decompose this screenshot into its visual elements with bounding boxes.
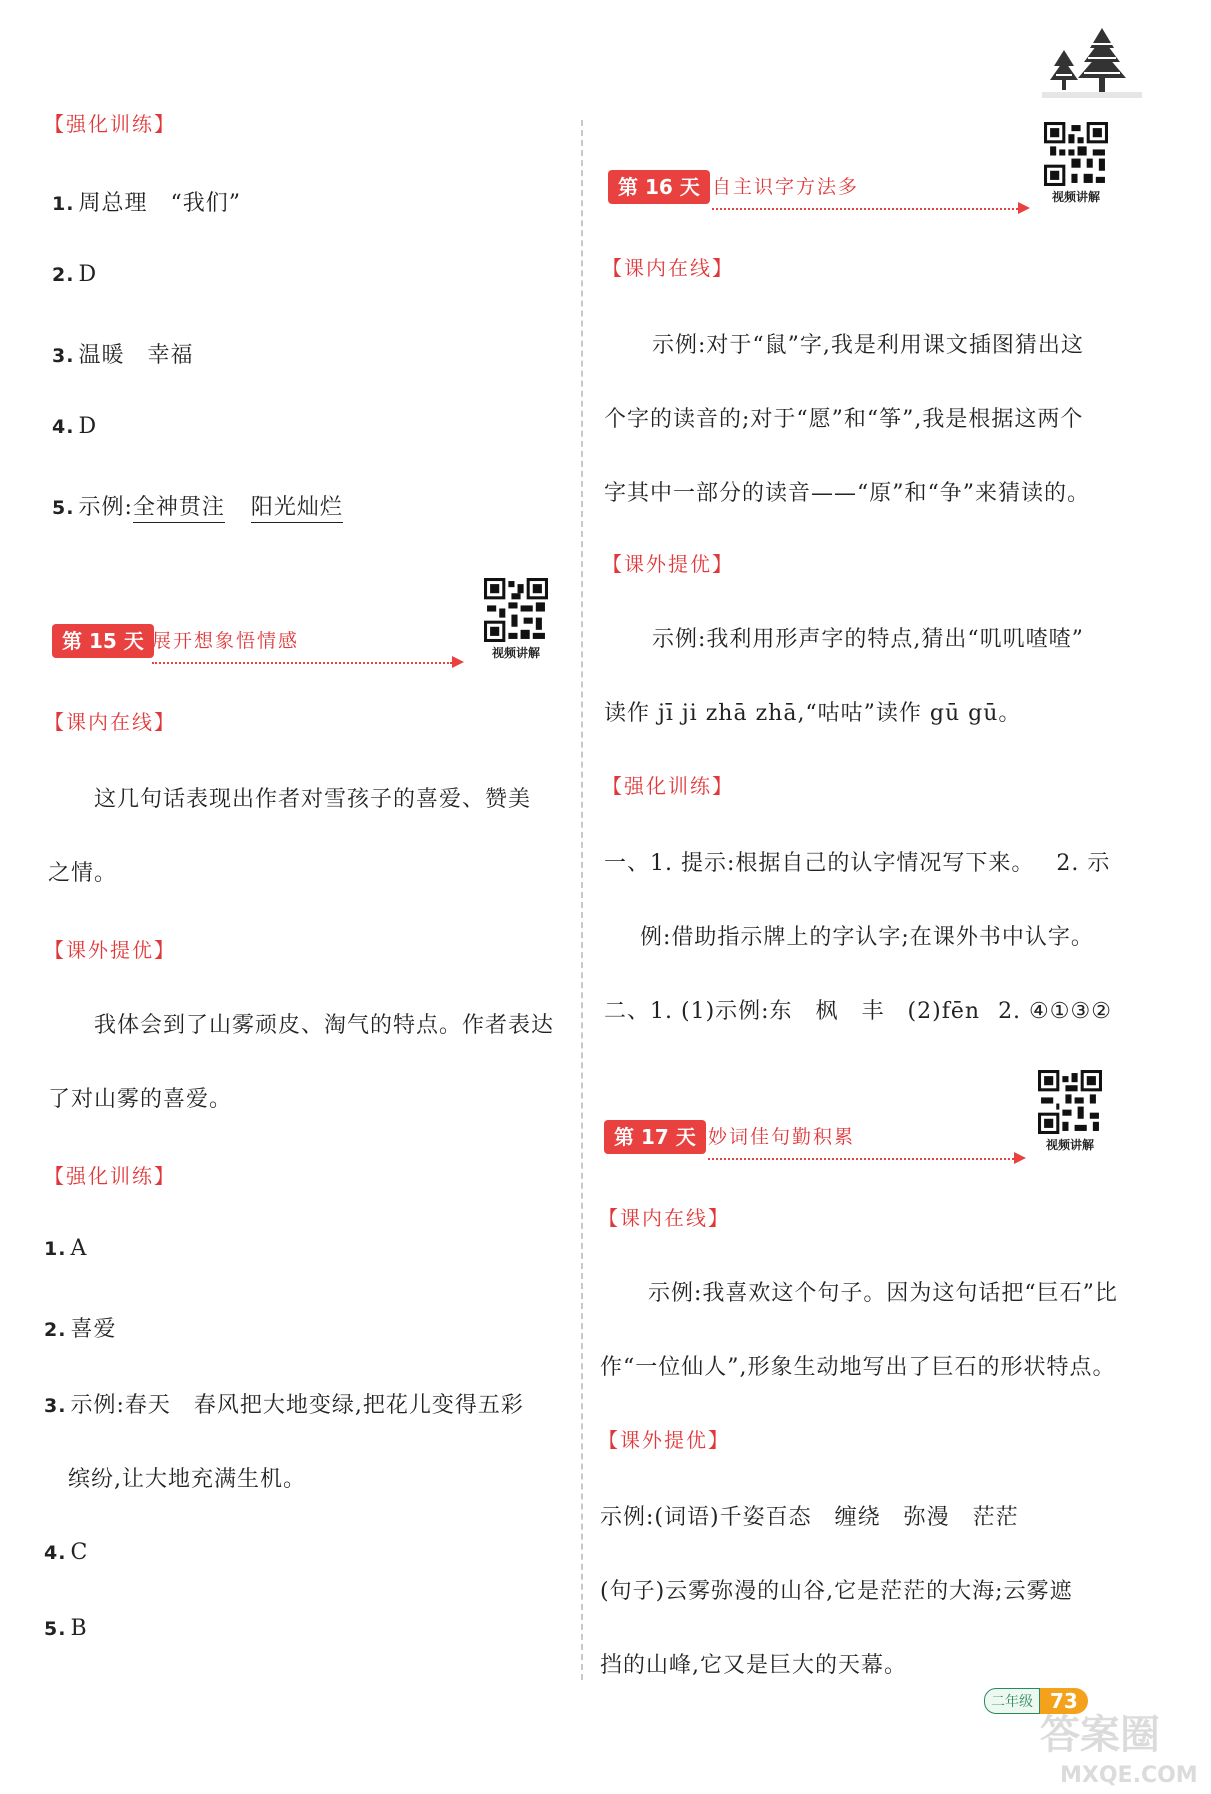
day-16-header [608, 170, 1038, 214]
day-17-header [604, 1120, 1034, 1164]
text-line: 示例:(词语)千姿百态 缠绕 弥漫 茫茫 [600, 1505, 1019, 1530]
day-badge: 第 16 天 [608, 170, 710, 204]
qr-code-icon [1044, 122, 1108, 186]
text-line: 示例:我利用形声字的特点,猜出“叽叽喳喳” [652, 627, 1084, 652]
answer-line: 缤纷,让大地充满生机。 [68, 1467, 306, 1492]
section-label: 【课内在线】 [598, 1206, 730, 1230]
day-title: 自主识字方法多 [712, 176, 860, 198]
text-line: 我体会到了山雾顽皮、淘气的特点。作者表达 [94, 1013, 555, 1038]
answer-line: 1. A [44, 1236, 88, 1261]
text-line: 读作 jī ji zhā zhā,“咕咕”读作 gū gū。 [604, 701, 1022, 726]
day-badge: 第 17 天 [604, 1120, 706, 1154]
section-label: 【课外提优】 [598, 1428, 730, 1452]
answer-line: 3. 示例:春天 春风把大地变绿,把花儿变得五彩 [44, 1393, 524, 1418]
tree-decoration-icon [1042, 20, 1142, 106]
svg-text:答案圈: 答案圈 [1040, 1712, 1160, 1758]
qr-code-video[interactable] [484, 578, 548, 661]
day-title: 妙词佳句勤积累 [708, 1126, 856, 1148]
watermark-logo [1030, 1690, 1205, 1790]
section-label: 【课外提优】 [602, 552, 734, 576]
qr-code-icon [1038, 1070, 1102, 1134]
text-line: 这几句话表现出作者对雪孩子的喜爱、赞美 [94, 787, 532, 812]
text-line: 示例:对于“鼠”字,我是利用课文插图猜出这 [652, 333, 1084, 358]
text-line: 之情。 [48, 861, 118, 886]
answer-line: 4. C [44, 1540, 89, 1565]
text-line: (句子)云雾弥漫的山谷,它是茫茫的大海;云雾遮 [600, 1579, 1073, 1604]
qr-caption: 视频讲解 [1045, 1138, 1094, 1152]
answer-line: 3. 温暖 幸福 [52, 343, 194, 368]
section-label: 【课外提优】 [44, 938, 176, 962]
dotted-rule [708, 1158, 1014, 1160]
text-line: 示例:我喜欢这个句子。因为这句话把“巨石”比 [648, 1281, 1118, 1306]
page-number: 73 [1040, 1688, 1088, 1714]
answer-line: 4. D [52, 414, 98, 439]
day-15-header [52, 624, 472, 668]
section-label: 【强化训练】 [602, 774, 734, 798]
grade-label: 二年级 [984, 1688, 1040, 1714]
day-title: 展开想象悟情感 [152, 630, 300, 652]
qr-caption: 视频讲解 [1051, 190, 1100, 204]
answer-line: 5. B [44, 1616, 88, 1641]
answer-line: 1. 周总理 “我们” [52, 191, 241, 216]
answer-line: 一、1. 提示:根据自己的认字情况写下来。 2. 示 [604, 851, 1111, 876]
day-badge: 第 15 天 [52, 624, 154, 658]
qr-code-video[interactable] [1044, 122, 1108, 205]
answer-line: 例:借助指示牌上的字认字;在课外书中认字。 [640, 925, 1094, 950]
answer-line: 2. 喜爱 [44, 1317, 117, 1342]
dotted-rule [712, 208, 1018, 210]
text-line: 了对山雾的喜爱。 [48, 1087, 233, 1112]
text-line: 作“一位仙人”,形象生动地写出了巨石的形状特点。 [600, 1355, 1116, 1380]
qr-code-video[interactable] [1038, 1070, 1102, 1153]
section-label: 【课内在线】 [602, 256, 734, 280]
text-line: 字其中一部分的读音——“原”和“争”来猜读的。 [604, 481, 1090, 506]
arrow-right-icon [452, 656, 464, 668]
arrow-right-icon [1018, 202, 1030, 214]
qr-code-icon [484, 578, 548, 642]
answer-line: 二、1. (1)示例:东 枫 丰 (2)fēn 2. ④①③② [604, 999, 1112, 1024]
dotted-rule [152, 662, 452, 664]
answer-line: 2. D [52, 262, 98, 287]
section-label: 【强化训练】 [44, 112, 176, 136]
qr-caption: 视频讲解 [491, 646, 540, 660]
text-line: 个字的读音的;对于“愿”和“筝”,我是根据这两个 [604, 407, 1084, 432]
answer-line: 5. 示例:全神贯注 阳光灿烂 [52, 490, 343, 521]
text-line: 挡的山峰,它又是巨大的天幕。 [600, 1653, 907, 1678]
section-label: 【强化训练】 [44, 1164, 176, 1188]
section-label: 【课内在线】 [44, 710, 176, 734]
arrow-right-icon [1014, 1152, 1026, 1164]
svg-text:MXQE.COM: MXQE.COM [1060, 1763, 1198, 1788]
column-divider [581, 120, 583, 1680]
